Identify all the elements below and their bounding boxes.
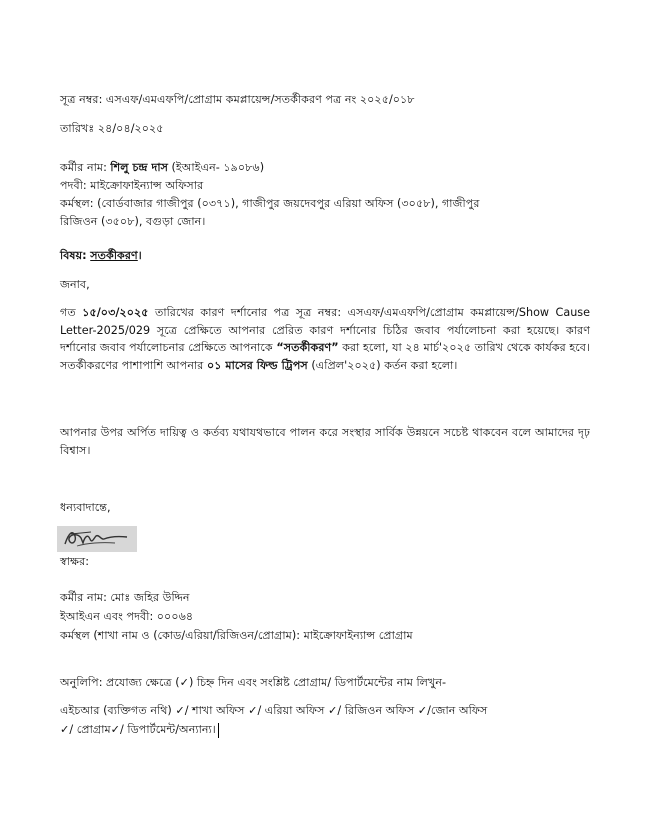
body-paragraph-2: আপনার উপর অর্পিত দায়িত্ব ও কর্তব্য যথাযথভাবে পালন করে সংস্থার সার্বিক উন্নয়নে সচেষ্ট থাকবেন বলে আমাদের দৃঢ় বিশ্বাস। [60, 426, 590, 457]
date-value: ২৪/০৪/২০২৫ [97, 122, 164, 135]
recipient-name: শিলু চন্দ্র দাস [110, 161, 168, 174]
signer-name-line [60, 590, 190, 606]
body-p1-a: গত [60, 306, 76, 319]
reference-label: সূত্র নম্বর: [60, 93, 103, 106]
recipient-workplace-2: রিজিওন (৩৫০৮), বগুড়া জোন। [60, 215, 206, 228]
date-label: তারিখঃ [60, 122, 95, 135]
body-p1-field-trips: ০১ মাসের ফিল্ড ট্রিপস [206, 358, 308, 372]
copy-line-2: এইচআর (ব্যক্তিগত নথি) ✓/ শাখা অফিস ✓/ এরিয়া অফিস ✓/ রিজিওন অফিস ✓/জোন অফিস [60, 704, 488, 717]
reference-line [60, 92, 415, 108]
recipient-id: (ইআইএন- ১৯০৮৬) [171, 161, 265, 174]
text-cursor [218, 723, 219, 738]
signer-ein-label: ইআইএন এবং পদবী: [60, 610, 154, 623]
signer-ein-line [60, 609, 193, 625]
recipient-name-line [60, 160, 264, 176]
recipient-workplace-line-1 [60, 196, 480, 212]
salutation: জনাব, [60, 278, 90, 291]
copy-line-3-text: ✓/ প্রোগ্রাম✓/ ডিপার্টমেন্ট/অন্যান্য। [60, 723, 216, 736]
recipient-designation-line [60, 178, 203, 194]
body-p1-c: করা হলো, যা ২৪ মার্চ'২০২৫ তারিখ থেকে কার্যকর হবে। সতর্কীকরণের পাশাপাশি আপনার [60, 341, 590, 372]
reference-value: এসএফ/এমএফপি/প্রোগ্রাম কমপ্লায়েন্স/সতর্কীকরণ পত্র নং ২০২৫/০১৮ [105, 93, 415, 106]
signer-workplace-label: কর্মস্থল (শাখা নাম ও (কোড/এরিয়া/রিজিওন/প্রোগ্রাম): [60, 629, 300, 642]
subject-line [60, 248, 142, 264]
recipient-workplace-1: (বোর্ডবাজার গাজীপুর (০৩৭১), গাজীপুর জয়দেবপুর এরিয়া অফিস (৩০৫৮), গাজীপুর [97, 197, 480, 210]
signature-image [57, 526, 137, 552]
recipient-workplace-label: কর্মস্থল: [60, 197, 94, 210]
subject-label: বিষয়: [60, 249, 87, 262]
date-line [60, 121, 164, 137]
signer-name: মোঃ জহির উদ্দিন [110, 591, 190, 604]
recipient-designation: মাইক্রোফাইন্যান্স অফিসার [90, 179, 204, 192]
copy-line-1: অনুলিপি: প্রযোজ্য ক্ষেত্রে (✓) চিহ্ন দিন এবং সংশ্লিষ্ট প্রোগ্রাম/ ডিপার্টমেন্টের নাম লিখুন- [60, 676, 447, 689]
recipient-designation-label: পদবী: [60, 179, 87, 192]
signer-workplace: মাইক্রোফাইন্যান্স প্রোগ্রাম [303, 629, 413, 642]
subject-value: সতর্কীকরণ [90, 249, 138, 262]
subject-end: । [137, 249, 142, 262]
signer-ein: ০০০৬৪ [156, 610, 194, 623]
body-p1-warning: “সতর্কীকরণ” [276, 341, 339, 354]
closing: ধন্যবাদান্তে, [60, 501, 111, 514]
body-p1-b: তারিখের কারণ দর্শানোর পত্র সূত্র নম্বর: এসএফ/এমএফপি/প্রোগ্রাম কমপ্লায়েন্স/Show Cause Letter-2025/029 সূত্রে প্রেক্ষিতে আপনার প্রেরিত কারণ দর্শানোর চিঠির জবাব পর্যালোচনা করা হয়েছে। কারণ দর্শানোর জবাব পর্যালোচনার প্রেক্ষিতে আপনাকে [60, 306, 590, 354]
signature-label: স্বাক্ষর: [60, 555, 90, 568]
recipient-workplace-line-2 [60, 214, 205, 230]
copy-line-3 [60, 722, 219, 738]
signer-workplace-line [60, 628, 413, 644]
signer-name-label: কর্মীর নাম: [60, 591, 107, 604]
recipient-name-label: কর্মীর নাম: [60, 161, 107, 174]
body-p1-date: ১৫/০৩/২০২৫ [82, 306, 149, 319]
body-paragraph-1 [60, 304, 590, 374]
body-p1-d: (এপ্রিল'২০২৫) কর্তন করা হলো। [311, 358, 458, 372]
